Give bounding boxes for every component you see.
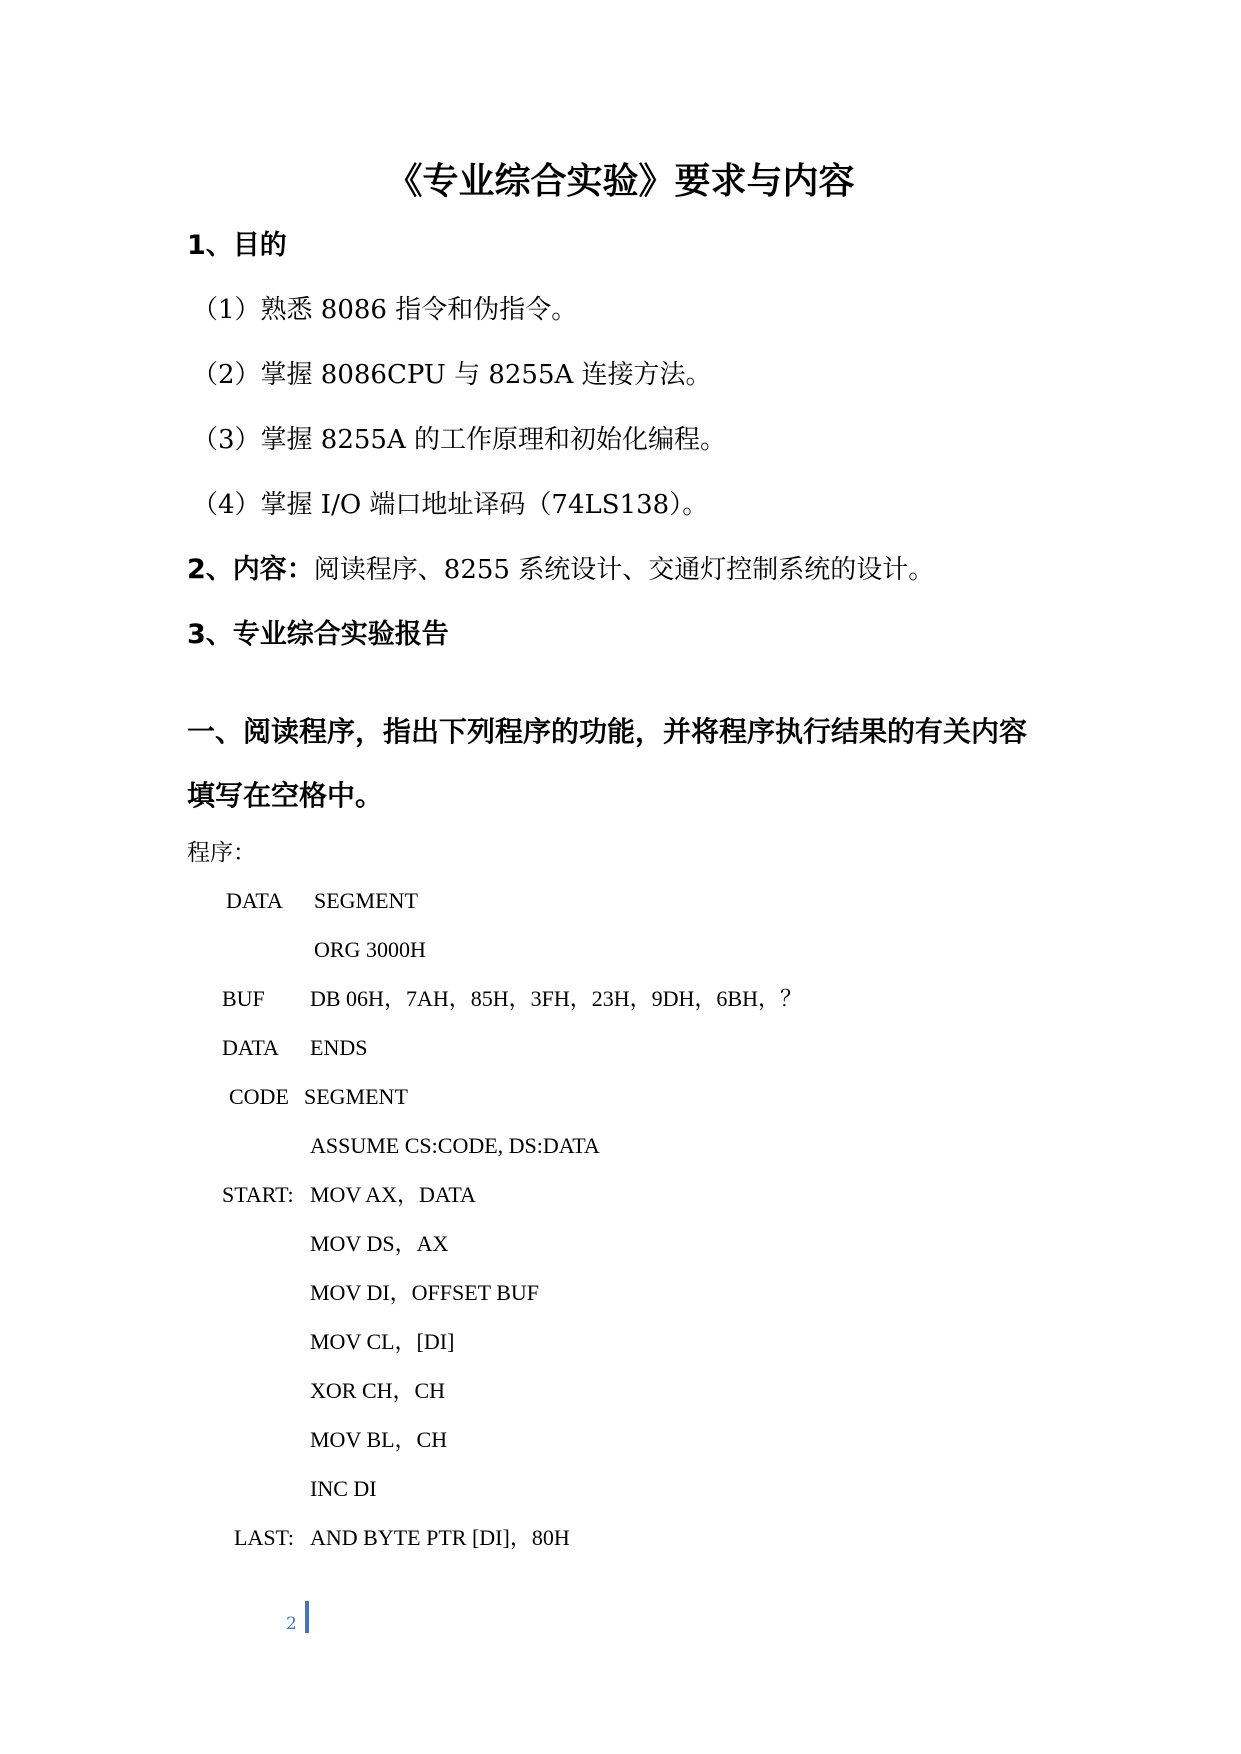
objective-item-2: （2）掌握 8086CPU 与 8255A 连接方法。 (192, 360, 712, 390)
objective-item-4: （4）掌握 I/O 端口地址译码（74LS138）。 (192, 490, 709, 520)
code-line: XOR CH，CH (310, 1378, 446, 1403)
code-line: AND BYTE PTR [DI]，80H (310, 1525, 570, 1550)
page-title: 《专业综合实验》要求与内容 (386, 161, 855, 202)
section-2-heading: 2、内容： (187, 554, 314, 585)
code-line: ORG 3000H (314, 937, 426, 962)
part-1-heading-line-1: 一、阅读程序，指出下列程序的功能，并将程序执行结果的有关内容 (187, 715, 1028, 748)
code-label-buf: BUF (222, 986, 265, 1011)
section-3-heading: 3、专业综合实验报告 (187, 619, 449, 650)
objective-item-1: （1）熟悉 8086 指令和伪指令。 (192, 295, 578, 325)
code-line: MOV AX，DATA (310, 1182, 476, 1207)
part-1-heading-line-2: 填写在空格中。 (187, 779, 384, 812)
code-line: INC DI (310, 1476, 377, 1501)
code-line: MOV DS，AX (310, 1231, 449, 1256)
page-number: 2 (286, 1614, 297, 1634)
objective-item-3: （3）掌握 8255A 的工作原理和初始化编程。 (192, 425, 727, 455)
section-2-text: 阅读程序、8255 系统设计、交通灯控制系统的设计。 (313, 555, 935, 585)
section-1-heading: 1、目的 (187, 230, 287, 261)
code-label-code: CODE (229, 1084, 289, 1109)
code-line: MOV CL，[DI] (310, 1329, 455, 1354)
program-label: 程序： (187, 840, 256, 866)
code-label-start: START: (222, 1182, 294, 1207)
code-line: SEGMENT (304, 1084, 408, 1109)
code-line: MOV DI，OFFSET BUF (310, 1280, 540, 1305)
code-line: ENDS (310, 1035, 368, 1060)
code-label-data: DATA (226, 888, 283, 913)
code-line: MOV BL，CH (310, 1427, 448, 1452)
code-label-data: DATA (222, 1035, 279, 1060)
page-number-bar (305, 1601, 309, 1633)
code-line: SEGMENT (314, 888, 418, 913)
code-line: ASSUME CS:CODE, DS:DATA (310, 1133, 600, 1158)
code-line: DB 06H，7AH，85H，3FH，23H，9DH，6BH，？ (310, 986, 802, 1011)
code-label-last: LAST: (234, 1525, 295, 1550)
section-2 (187, 552, 934, 588)
